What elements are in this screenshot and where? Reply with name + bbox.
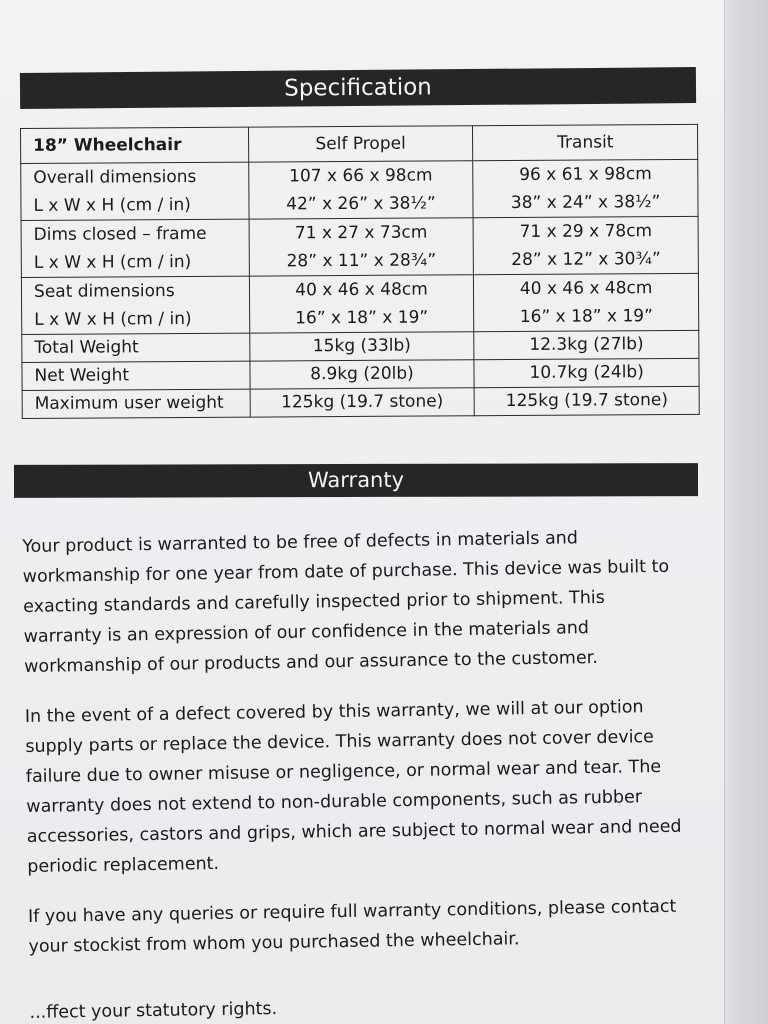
self-propel-value: 15kg (33lb)	[249, 332, 474, 361]
warranty-body	[22, 522, 690, 1024]
transit-value: 71 x 29 x 78cm 28” x 12” x 30¾”	[473, 216, 698, 274]
warranty-paragraph: If you have any queries or require full warranty conditions, please contact your stockist from whom you purchased the wheelchair.	[27, 896, 677, 957]
header-cell-model: 18” Wheelchair	[21, 127, 249, 163]
self-propel-value: 107 x 66 x 98cm 42” x 26” x 38½”	[248, 161, 473, 219]
row-label: Net Weight	[22, 361, 250, 390]
row-label: Seat dimensions L x W x H (cm / in)	[21, 276, 249, 334]
row-label: Maximum user weight	[22, 389, 250, 418]
self-propel-value: 40 x 46 x 48cm 16” x 18” x 19”	[249, 275, 474, 333]
self-propel-value: 8.9kg (20lb)	[250, 360, 475, 389]
header-cell-self-propel: Self Propel	[248, 126, 473, 162]
specification-table	[20, 124, 700, 419]
transit-value: 96 x 61 x 98cm 38” x 24” x 38½”	[473, 159, 698, 217]
table-header-row	[21, 124, 698, 163]
warranty-heading: Warranty	[14, 463, 698, 498]
table-row	[22, 386, 699, 418]
warranty-cut-off-line: ...ffect your statutory rights.	[29, 999, 278, 1023]
self-propel-value: 71 x 27 x 73cm 28” x 11” x 28¾”	[249, 218, 474, 276]
page-edge	[724, 0, 768, 1024]
table-row	[21, 273, 698, 334]
header-cell-transit: Transit	[473, 124, 698, 160]
warranty-paragraph: In the event of a defect covered by this warranty, we will at our option supply parts or replace the device. This warranty does not cover device failure due to owner misuse or negligence, or normal wear and tear. The warranty does not extend to non-durable components, such as rubber accessories, castors and grips, which are subject to normal wear and need periodic replacement.	[24, 697, 682, 877]
row-label: Total Weight	[22, 333, 250, 362]
table-row	[21, 216, 698, 277]
table-row	[21, 159, 698, 220]
row-label: Overall dimensions L x W x H (cm / in)	[21, 162, 249, 220]
table-row	[22, 330, 699, 362]
specification-heading: Specification	[20, 67, 696, 109]
transit-value: 12.3kg (27lb)	[474, 330, 699, 359]
transit-value: 40 x 46 x 48cm 16” x 18” x 19”	[474, 273, 699, 331]
transit-value: 125kg (19.7 stone)	[474, 386, 699, 415]
warranty-paragraph: Your product is warranted to be free of defects in materials and workmanship for one year from date of purchase. This device was built to exacting standards and carefully inspected prior to shipment. This warranty is an expression of our confidence in the materials and workmanship of our products and our assurance to the customer.	[22, 528, 670, 677]
row-label: Dims closed – frame L x W x H (cm / in)	[21, 219, 249, 277]
self-propel-value: 125kg (19.7 stone)	[250, 388, 475, 417]
table-row	[22, 358, 699, 390]
transit-value: 10.7kg (24lb)	[474, 358, 699, 387]
